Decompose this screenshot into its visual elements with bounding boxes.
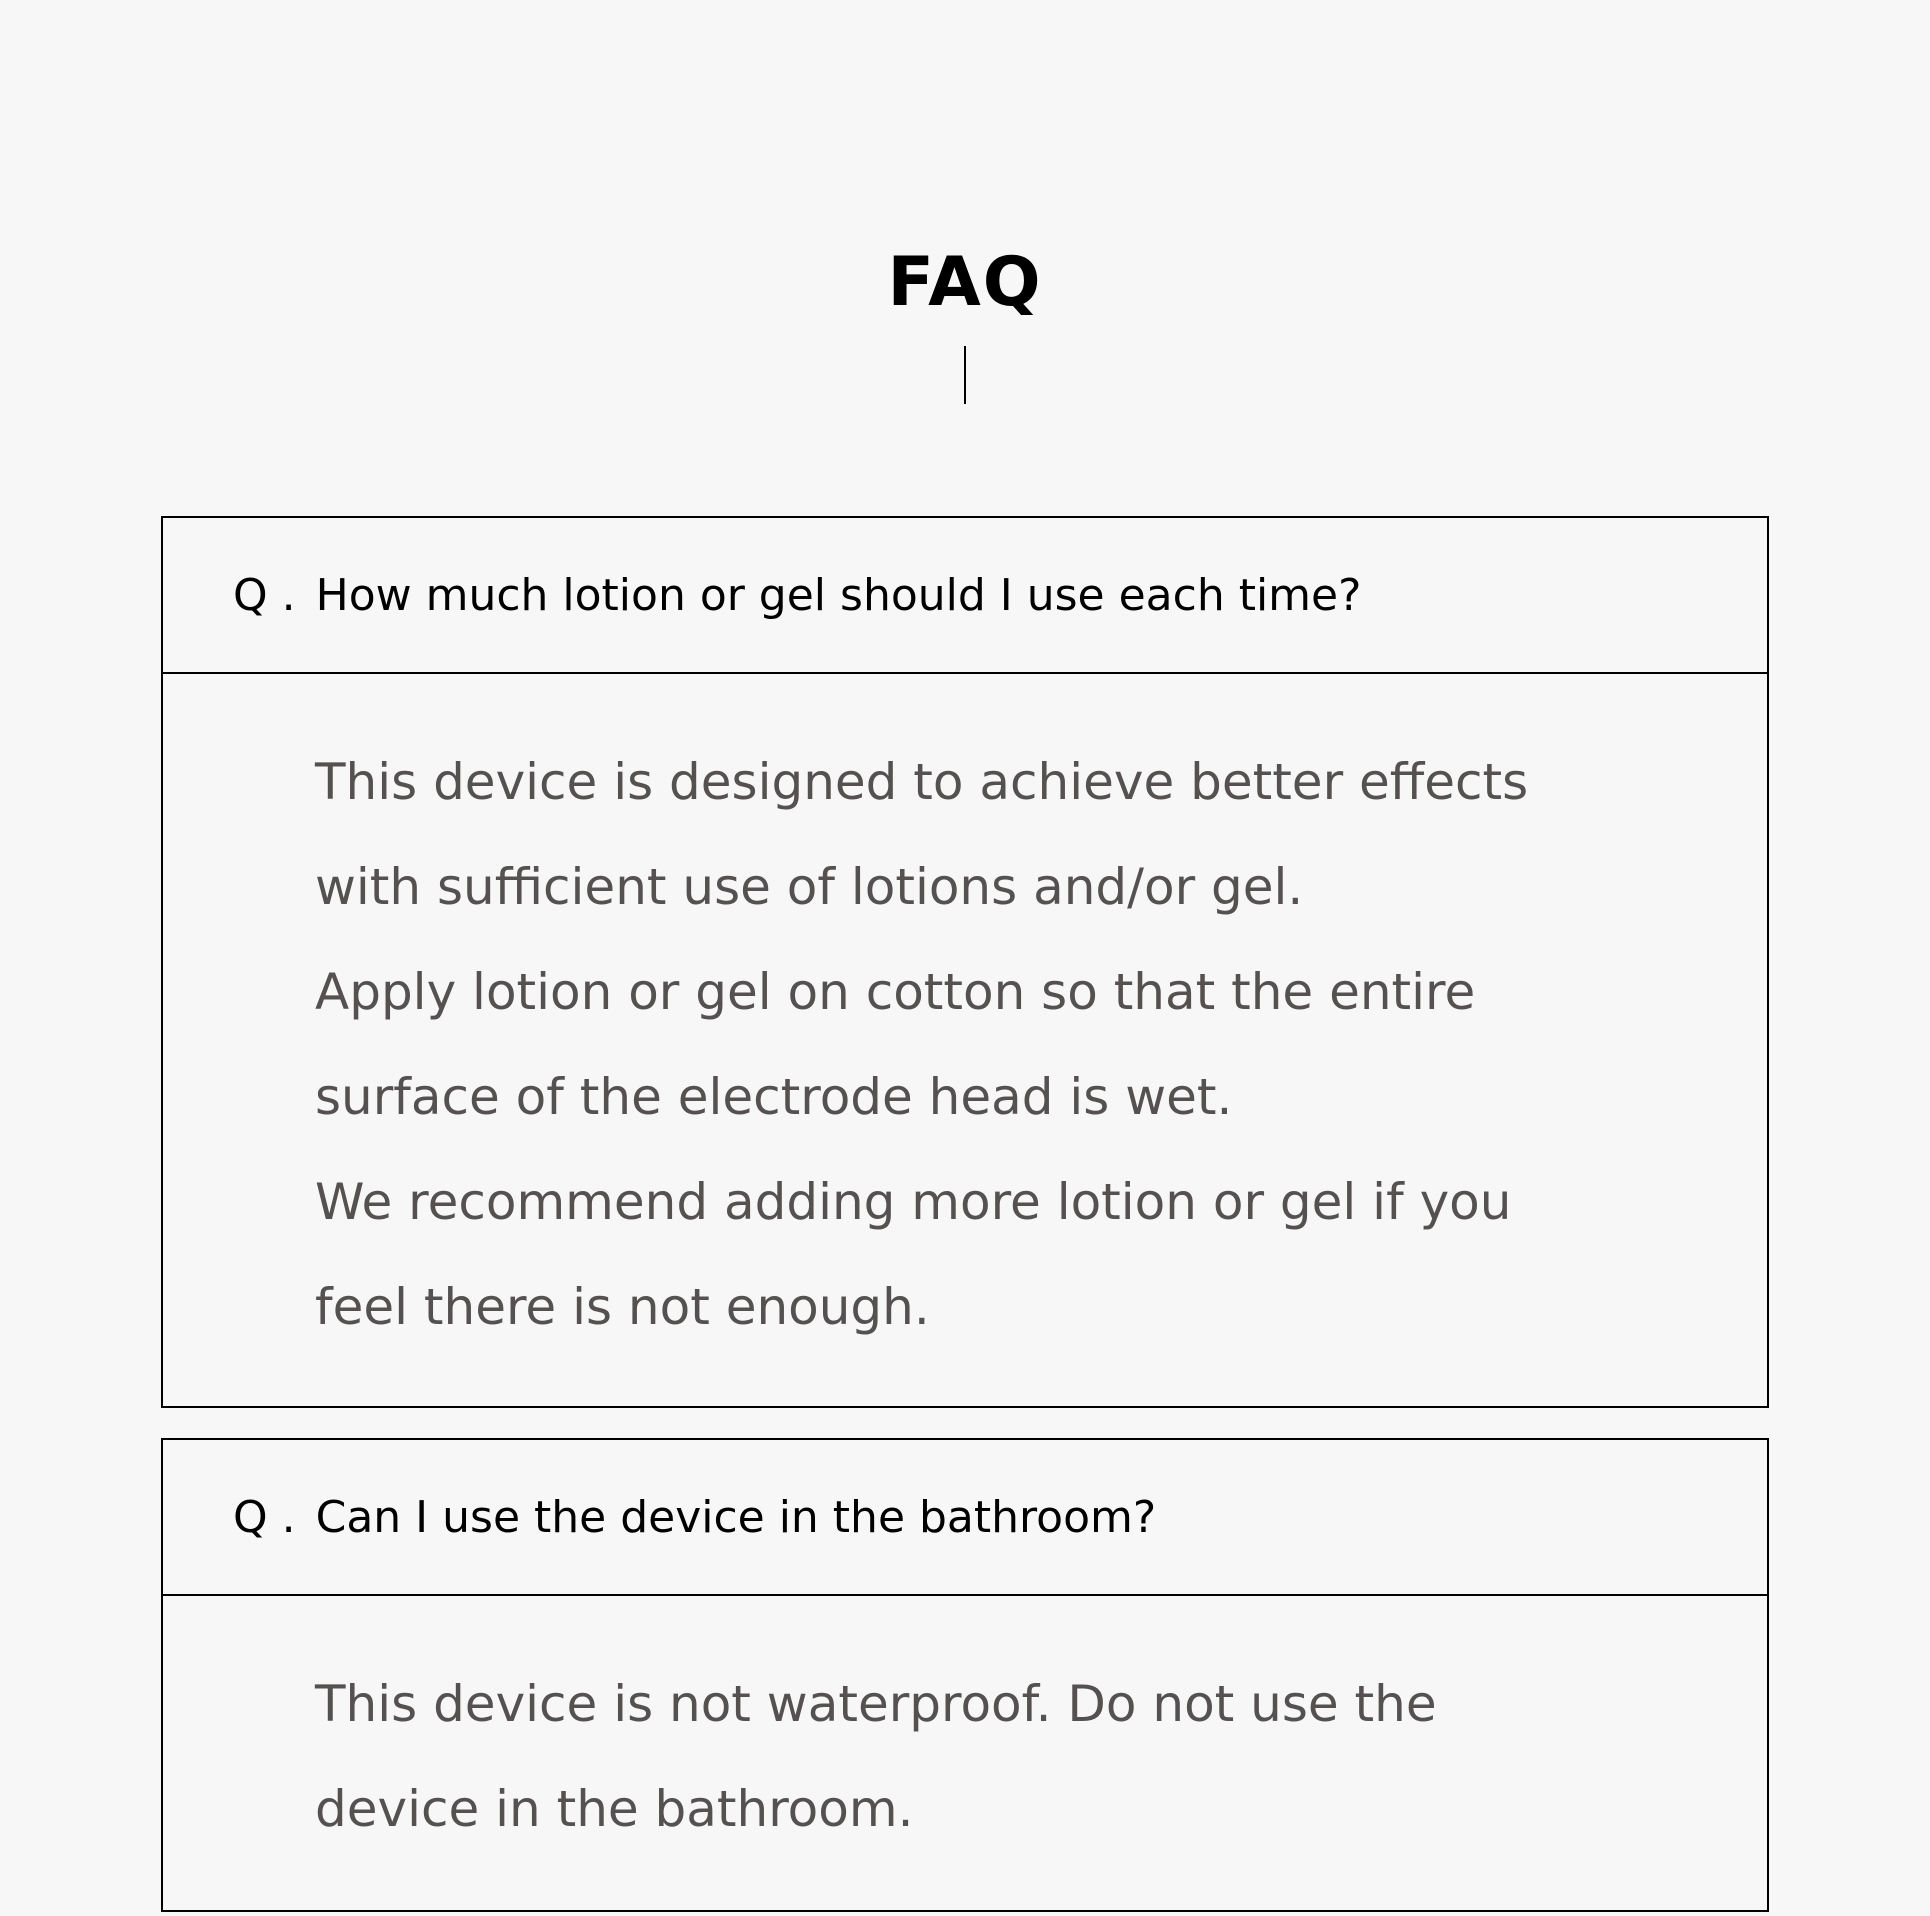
question-prefix: Q . <box>233 569 296 621</box>
answer-line: with sufficient use of lotions and/or gel. <box>315 858 1304 916</box>
answer-line: feel there is not enough. <box>315 1278 930 1336</box>
title-divider <box>964 346 966 404</box>
answer-line: This device is designed to achieve better effects <box>315 753 1529 811</box>
answer-line: We recommend adding more lotion or gel if you <box>315 1173 1512 1231</box>
faq-answer <box>163 1596 1767 1862</box>
answer-line: Apply lotion or gel on cotton so that the entire <box>315 963 1476 1021</box>
faq-question-toggle[interactable] <box>163 1440 1767 1596</box>
answer-line: surface of the electrode head is wet. <box>315 1068 1233 1126</box>
answer-line: This device is not waterproof. Do not use the <box>315 1675 1437 1733</box>
faq-item <box>161 516 1769 1408</box>
answer-line: device in the bathroom. <box>315 1780 914 1838</box>
faq-question-toggle[interactable] <box>163 518 1767 674</box>
question-text: Can I use the device in the bathroom? <box>315 1491 1157 1543</box>
question-prefix: Q . <box>233 1491 296 1543</box>
faq-item <box>161 1438 1769 1912</box>
page-title: FAQ <box>887 243 1043 322</box>
question-text: How much lotion or gel should I use each time? <box>315 569 1362 621</box>
faq-answer <box>163 674 1767 1360</box>
